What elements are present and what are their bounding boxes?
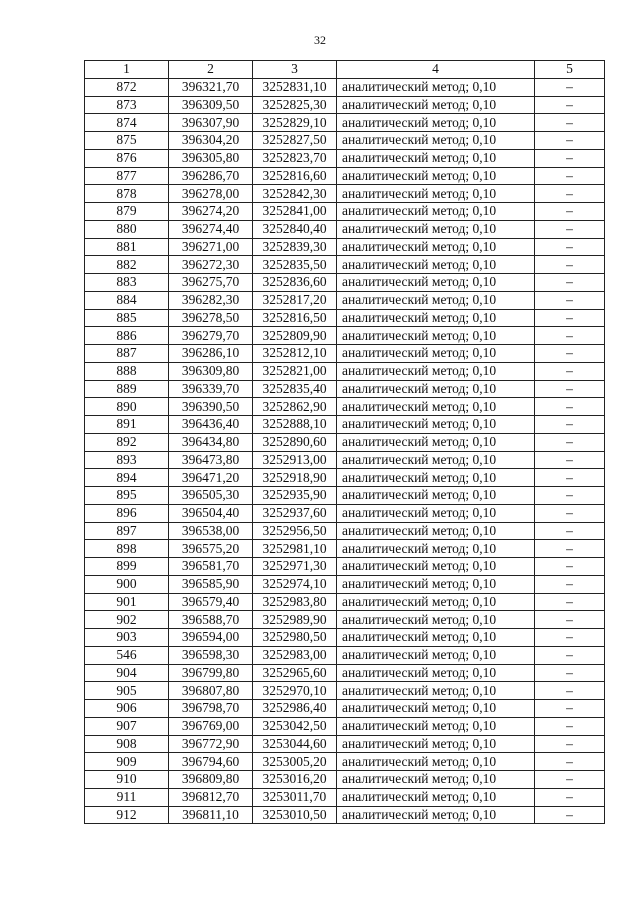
y-coordinate-cell: 3252823,70	[253, 149, 337, 167]
x-coordinate-cell: 396271,00	[169, 238, 253, 256]
note-cell: –	[535, 78, 605, 96]
point-number-cell: 546	[85, 646, 169, 664]
table-row	[85, 753, 605, 771]
point-number-cell: 908	[85, 735, 169, 753]
point-number-cell: 878	[85, 185, 169, 203]
note-cell: –	[535, 682, 605, 700]
y-coordinate-cell: 3253016,20	[253, 771, 337, 789]
y-coordinate-cell: 3252816,50	[253, 309, 337, 327]
table-header	[85, 61, 605, 79]
point-number-cell: 893	[85, 451, 169, 469]
point-number-cell: 886	[85, 327, 169, 345]
point-number-cell: 883	[85, 274, 169, 292]
note-cell: –	[535, 735, 605, 753]
table-row	[85, 788, 605, 806]
point-number-cell: 912	[85, 806, 169, 824]
y-coordinate-cell: 3253011,70	[253, 788, 337, 806]
table-row	[85, 398, 605, 416]
point-number-cell: 882	[85, 256, 169, 274]
y-coordinate-cell: 3252970,10	[253, 682, 337, 700]
x-coordinate-cell: 396809,80	[169, 771, 253, 789]
note-cell: –	[535, 256, 605, 274]
y-coordinate-cell: 3252890,60	[253, 433, 337, 451]
method-cell: аналитический метод; 0,10	[337, 504, 535, 522]
table-row	[85, 78, 605, 96]
table-row	[85, 327, 605, 345]
point-number-cell: 911	[85, 788, 169, 806]
x-coordinate-cell: 396279,70	[169, 327, 253, 345]
table-row	[85, 717, 605, 735]
point-number-cell: 890	[85, 398, 169, 416]
method-cell: аналитический метод; 0,10	[337, 380, 535, 398]
method-cell: аналитический метод; 0,10	[337, 203, 535, 221]
point-number-cell: 903	[85, 629, 169, 647]
x-coordinate-cell: 396471,20	[169, 469, 253, 487]
method-cell: аналитический метод; 0,10	[337, 398, 535, 416]
method-cell: аналитический метод; 0,10	[337, 309, 535, 327]
point-number-cell: 877	[85, 167, 169, 185]
method-cell: аналитический метод; 0,10	[337, 717, 535, 735]
note-cell: –	[535, 203, 605, 221]
point-number-cell: 897	[85, 522, 169, 540]
y-coordinate-cell: 3252842,30	[253, 185, 337, 203]
x-coordinate-cell: 396339,70	[169, 380, 253, 398]
column-header-2: 2	[169, 61, 253, 79]
x-coordinate-cell: 396286,10	[169, 345, 253, 363]
note-cell: –	[535, 380, 605, 398]
y-coordinate-cell: 3252918,90	[253, 469, 337, 487]
note-cell: –	[535, 806, 605, 824]
note-cell: –	[535, 185, 605, 203]
method-cell: аналитический метод; 0,10	[337, 114, 535, 132]
x-coordinate-cell: 396436,40	[169, 416, 253, 434]
note-cell: –	[535, 646, 605, 664]
table-row	[85, 362, 605, 380]
x-coordinate-cell: 396538,00	[169, 522, 253, 540]
method-cell: аналитический метод; 0,10	[337, 345, 535, 363]
y-coordinate-cell: 3252816,60	[253, 167, 337, 185]
x-coordinate-cell: 396305,80	[169, 149, 253, 167]
x-coordinate-cell: 396390,50	[169, 398, 253, 416]
method-cell: аналитический метод; 0,10	[337, 788, 535, 806]
point-number-cell: 895	[85, 487, 169, 505]
table-row	[85, 504, 605, 522]
table-row	[85, 682, 605, 700]
y-coordinate-cell: 3252835,50	[253, 256, 337, 274]
x-coordinate-cell: 396581,70	[169, 558, 253, 576]
y-coordinate-cell: 3253044,60	[253, 735, 337, 753]
point-number-cell: 900	[85, 575, 169, 593]
x-coordinate-cell: 396309,50	[169, 96, 253, 114]
point-number-cell: 891	[85, 416, 169, 434]
y-coordinate-cell: 3252836,60	[253, 274, 337, 292]
note-cell: –	[535, 771, 605, 789]
point-number-cell: 902	[85, 611, 169, 629]
note-cell: –	[535, 451, 605, 469]
method-cell: аналитический метод; 0,10	[337, 362, 535, 380]
table-row	[85, 185, 605, 203]
point-number-cell: 905	[85, 682, 169, 700]
column-header-4: 4	[337, 61, 535, 79]
note-cell: –	[535, 433, 605, 451]
x-coordinate-cell: 396588,70	[169, 611, 253, 629]
y-coordinate-cell: 3252829,10	[253, 114, 337, 132]
method-cell: аналитический метод; 0,10	[337, 771, 535, 789]
y-coordinate-cell: 3252937,60	[253, 504, 337, 522]
x-coordinate-cell: 396794,60	[169, 753, 253, 771]
table-row	[85, 167, 605, 185]
y-coordinate-cell: 3253042,50	[253, 717, 337, 735]
note-cell: –	[535, 522, 605, 540]
y-coordinate-cell: 3252971,30	[253, 558, 337, 576]
point-number-cell: 909	[85, 753, 169, 771]
note-cell: –	[535, 504, 605, 522]
y-coordinate-cell: 3252983,00	[253, 646, 337, 664]
table-row	[85, 433, 605, 451]
x-coordinate-cell: 396282,30	[169, 291, 253, 309]
table-row	[85, 238, 605, 256]
note-cell: –	[535, 575, 605, 593]
x-coordinate-cell: 396598,30	[169, 646, 253, 664]
column-header-3: 3	[253, 61, 337, 79]
y-coordinate-cell: 3252980,50	[253, 629, 337, 647]
x-coordinate-cell: 396274,20	[169, 203, 253, 221]
x-coordinate-cell: 396585,90	[169, 575, 253, 593]
x-coordinate-cell: 396275,70	[169, 274, 253, 292]
note-cell: –	[535, 362, 605, 380]
table-row	[85, 629, 605, 647]
x-coordinate-cell: 396594,00	[169, 629, 253, 647]
note-cell: –	[535, 309, 605, 327]
table-row	[85, 416, 605, 434]
method-cell: аналитический метод; 0,10	[337, 700, 535, 718]
point-number-cell: 899	[85, 558, 169, 576]
table-row	[85, 540, 605, 558]
x-coordinate-cell: 396304,20	[169, 132, 253, 150]
point-number-cell: 881	[85, 238, 169, 256]
method-cell: аналитический метод; 0,10	[337, 451, 535, 469]
note-cell: –	[535, 238, 605, 256]
point-number-cell: 880	[85, 220, 169, 238]
method-cell: аналитический метод; 0,10	[337, 469, 535, 487]
column-header-5: 5	[535, 61, 605, 79]
note-cell: –	[535, 700, 605, 718]
table-row	[85, 149, 605, 167]
x-coordinate-cell: 396811,10	[169, 806, 253, 824]
note-cell: –	[535, 753, 605, 771]
method-cell: аналитический метод; 0,10	[337, 664, 535, 682]
column-header-1: 1	[85, 61, 169, 79]
x-coordinate-cell: 396473,80	[169, 451, 253, 469]
x-coordinate-cell: 396434,80	[169, 433, 253, 451]
x-coordinate-cell: 396575,20	[169, 540, 253, 558]
method-cell: аналитический метод; 0,10	[337, 806, 535, 824]
note-cell: –	[535, 291, 605, 309]
method-cell: аналитический метод; 0,10	[337, 735, 535, 753]
x-coordinate-cell: 396286,70	[169, 167, 253, 185]
point-number-cell: 873	[85, 96, 169, 114]
method-cell: аналитический метод; 0,10	[337, 78, 535, 96]
y-coordinate-cell: 3252913,00	[253, 451, 337, 469]
x-coordinate-cell: 396772,90	[169, 735, 253, 753]
point-number-cell: 901	[85, 593, 169, 611]
method-cell: аналитический метод; 0,10	[337, 238, 535, 256]
y-coordinate-cell: 3252812,10	[253, 345, 337, 363]
table-row	[85, 611, 605, 629]
table-row	[85, 735, 605, 753]
point-number-cell: 874	[85, 114, 169, 132]
header-row	[85, 61, 605, 79]
method-cell: аналитический метод; 0,10	[337, 522, 535, 540]
note-cell: –	[535, 114, 605, 132]
y-coordinate-cell: 3253005,20	[253, 753, 337, 771]
y-coordinate-cell: 3252840,40	[253, 220, 337, 238]
method-cell: аналитический метод; 0,10	[337, 416, 535, 434]
table-row	[85, 220, 605, 238]
y-coordinate-cell: 3252965,60	[253, 664, 337, 682]
table-row	[85, 487, 605, 505]
table-row	[85, 522, 605, 540]
note-cell: –	[535, 558, 605, 576]
coordinates-table	[84, 60, 605, 824]
point-number-cell: 876	[85, 149, 169, 167]
point-number-cell: 894	[85, 469, 169, 487]
y-coordinate-cell: 3252986,40	[253, 700, 337, 718]
method-cell: аналитический метод; 0,10	[337, 646, 535, 664]
x-coordinate-cell: 396799,80	[169, 664, 253, 682]
x-coordinate-cell: 396307,90	[169, 114, 253, 132]
note-cell: –	[535, 788, 605, 806]
table-row	[85, 593, 605, 611]
note-cell: –	[535, 416, 605, 434]
method-cell: аналитический метод; 0,10	[337, 593, 535, 611]
x-coordinate-cell: 396812,70	[169, 788, 253, 806]
y-coordinate-cell: 3252935,90	[253, 487, 337, 505]
method-cell: аналитический метод; 0,10	[337, 611, 535, 629]
method-cell: аналитический метод; 0,10	[337, 132, 535, 150]
table-row	[85, 274, 605, 292]
point-number-cell: 906	[85, 700, 169, 718]
table-row	[85, 451, 605, 469]
y-coordinate-cell: 3253010,50	[253, 806, 337, 824]
note-cell: –	[535, 96, 605, 114]
note-cell: –	[535, 629, 605, 647]
y-coordinate-cell: 3252821,00	[253, 362, 337, 380]
table-row	[85, 700, 605, 718]
table-row	[85, 558, 605, 576]
note-cell: –	[535, 664, 605, 682]
table-row	[85, 646, 605, 664]
note-cell: –	[535, 611, 605, 629]
method-cell: аналитический метод; 0,10	[337, 96, 535, 114]
table-body	[85, 78, 605, 824]
point-number-cell: 898	[85, 540, 169, 558]
method-cell: аналитический метод; 0,10	[337, 167, 535, 185]
table-row	[85, 309, 605, 327]
x-coordinate-cell: 396321,70	[169, 78, 253, 96]
y-coordinate-cell: 3252981,10	[253, 540, 337, 558]
y-coordinate-cell: 3252989,90	[253, 611, 337, 629]
point-number-cell: 892	[85, 433, 169, 451]
y-coordinate-cell: 3252825,30	[253, 96, 337, 114]
note-cell: –	[535, 487, 605, 505]
y-coordinate-cell: 3252839,30	[253, 238, 337, 256]
method-cell: аналитический метод; 0,10	[337, 753, 535, 771]
x-coordinate-cell: 396798,70	[169, 700, 253, 718]
method-cell: аналитический метод; 0,10	[337, 256, 535, 274]
x-coordinate-cell: 396278,50	[169, 309, 253, 327]
table-row	[85, 664, 605, 682]
point-number-cell: 888	[85, 362, 169, 380]
note-cell: –	[535, 717, 605, 735]
table-row	[85, 575, 605, 593]
table-row	[85, 256, 605, 274]
y-coordinate-cell: 3252831,10	[253, 78, 337, 96]
method-cell: аналитический метод; 0,10	[337, 558, 535, 576]
page-number: 32	[314, 33, 326, 47]
note-cell: –	[535, 149, 605, 167]
y-coordinate-cell: 3252888,10	[253, 416, 337, 434]
point-number-cell: 904	[85, 664, 169, 682]
x-coordinate-cell: 396278,00	[169, 185, 253, 203]
method-cell: аналитический метод; 0,10	[337, 629, 535, 647]
point-number-cell: 875	[85, 132, 169, 150]
table-row	[85, 203, 605, 221]
note-cell: –	[535, 469, 605, 487]
note-cell: –	[535, 398, 605, 416]
y-coordinate-cell: 3252862,90	[253, 398, 337, 416]
point-number-cell: 884	[85, 291, 169, 309]
y-coordinate-cell: 3252983,80	[253, 593, 337, 611]
table-row	[85, 291, 605, 309]
method-cell: аналитический метод; 0,10	[337, 149, 535, 167]
method-cell: аналитический метод; 0,10	[337, 487, 535, 505]
point-number-cell: 907	[85, 717, 169, 735]
x-coordinate-cell: 396769,00	[169, 717, 253, 735]
table-row	[85, 132, 605, 150]
table-row	[85, 380, 605, 398]
note-cell: –	[535, 593, 605, 611]
note-cell: –	[535, 274, 605, 292]
x-coordinate-cell: 396807,80	[169, 682, 253, 700]
y-coordinate-cell: 3252956,50	[253, 522, 337, 540]
x-coordinate-cell: 396274,40	[169, 220, 253, 238]
method-cell: аналитический метод; 0,10	[337, 291, 535, 309]
y-coordinate-cell: 3252827,50	[253, 132, 337, 150]
x-coordinate-cell: 396504,40	[169, 504, 253, 522]
method-cell: аналитический метод; 0,10	[337, 220, 535, 238]
table-row	[85, 806, 605, 824]
x-coordinate-cell: 396272,30	[169, 256, 253, 274]
note-cell: –	[535, 327, 605, 345]
y-coordinate-cell: 3252835,40	[253, 380, 337, 398]
point-number-cell: 889	[85, 380, 169, 398]
table-row	[85, 114, 605, 132]
y-coordinate-cell: 3252809,90	[253, 327, 337, 345]
y-coordinate-cell: 3252841,00	[253, 203, 337, 221]
note-cell: –	[535, 167, 605, 185]
note-cell: –	[535, 540, 605, 558]
x-coordinate-cell: 396505,30	[169, 487, 253, 505]
point-number-cell: 896	[85, 504, 169, 522]
method-cell: аналитический метод; 0,10	[337, 274, 535, 292]
table-row	[85, 96, 605, 114]
note-cell: –	[535, 220, 605, 238]
method-cell: аналитический метод; 0,10	[337, 185, 535, 203]
x-coordinate-cell: 396309,80	[169, 362, 253, 380]
method-cell: аналитический метод; 0,10	[337, 682, 535, 700]
note-cell: –	[535, 132, 605, 150]
method-cell: аналитический метод; 0,10	[337, 575, 535, 593]
point-number-cell: 887	[85, 345, 169, 363]
x-coordinate-cell: 396579,40	[169, 593, 253, 611]
y-coordinate-cell: 3252817,20	[253, 291, 337, 309]
method-cell: аналитический метод; 0,10	[337, 540, 535, 558]
point-number-cell: 910	[85, 771, 169, 789]
y-coordinate-cell: 3252974,10	[253, 575, 337, 593]
point-number-cell: 872	[85, 78, 169, 96]
point-number-cell: 879	[85, 203, 169, 221]
method-cell: аналитический метод; 0,10	[337, 327, 535, 345]
table-row	[85, 469, 605, 487]
point-number-cell: 885	[85, 309, 169, 327]
note-cell: –	[535, 345, 605, 363]
table-row	[85, 345, 605, 363]
table-row	[85, 771, 605, 789]
method-cell: аналитический метод; 0,10	[337, 433, 535, 451]
